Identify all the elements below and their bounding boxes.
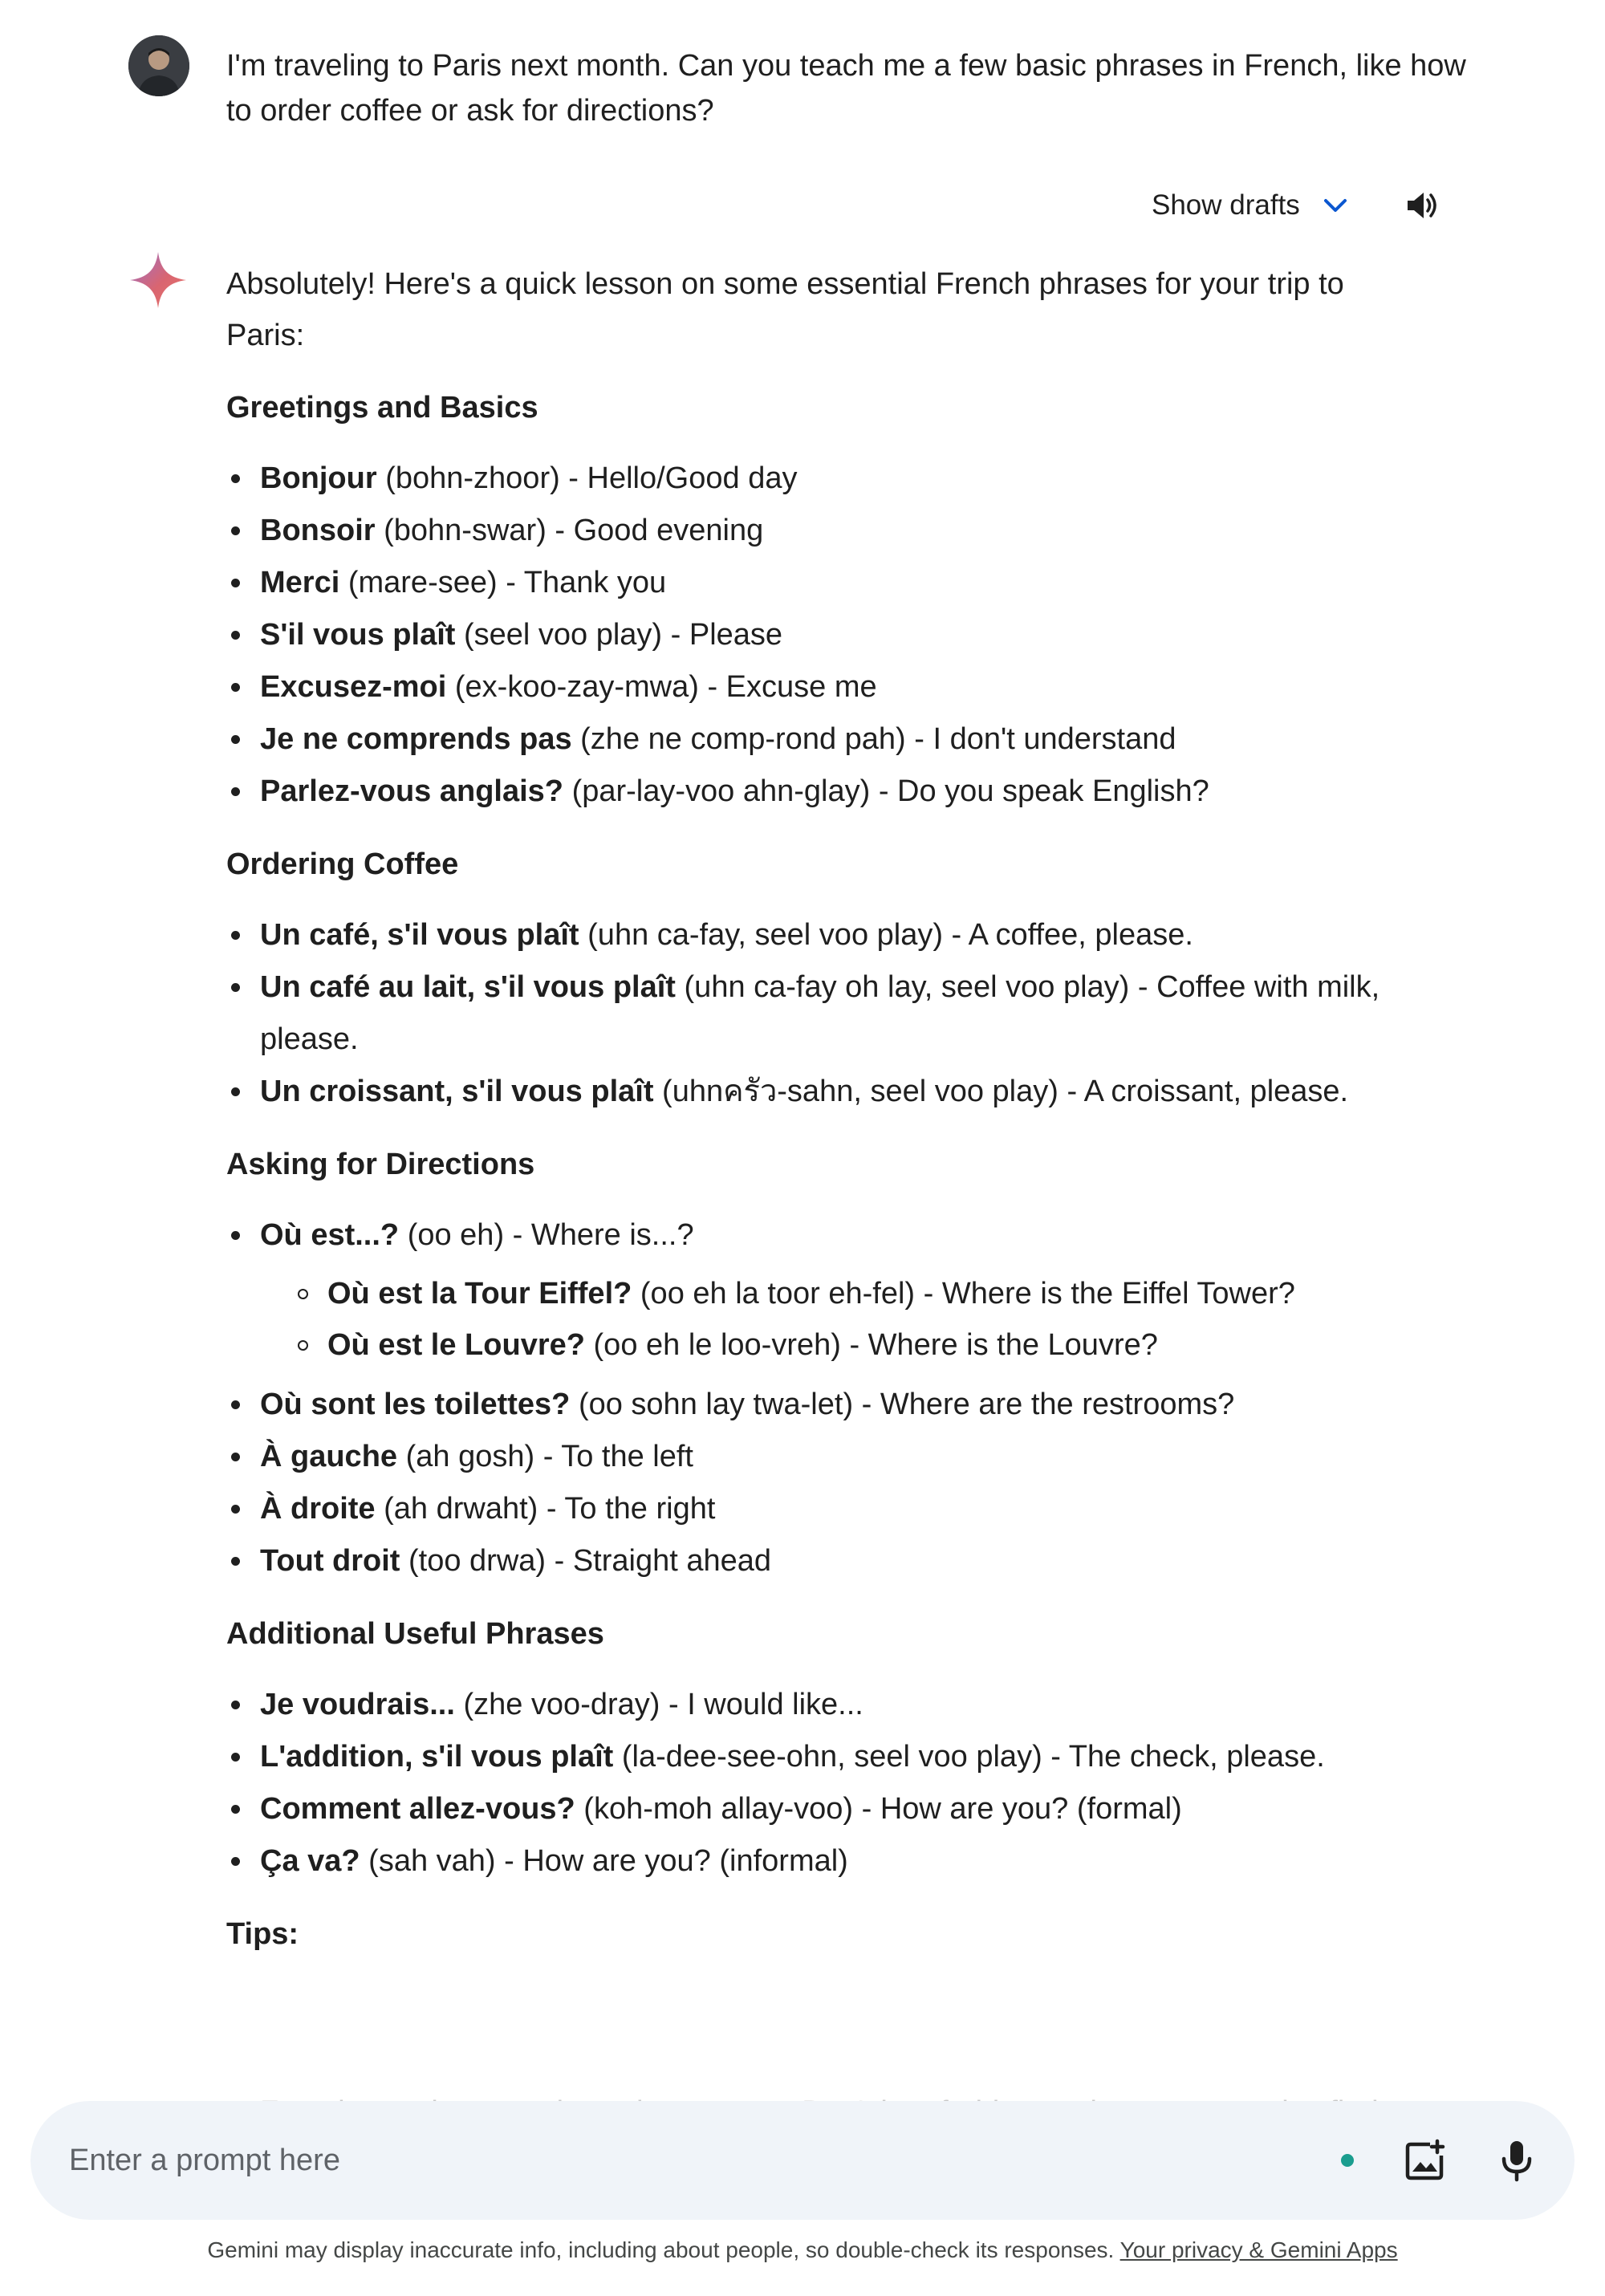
list-item bbox=[226, 1379, 1382, 1431]
list-item bbox=[226, 453, 1382, 505]
phrase: Merci bbox=[260, 566, 340, 599]
microphone-icon[interactable] bbox=[1493, 2136, 1541, 2184]
phrase: À droite bbox=[260, 1492, 376, 1526]
phrase: Excusez-moi bbox=[260, 670, 447, 704]
list-item bbox=[226, 1535, 1382, 1587]
response-intro: Absolutely! Here's a quick lesson on some essential French phrases for your trip to Paris: bbox=[226, 267, 1344, 352]
list-item bbox=[226, 766, 1382, 818]
list-item bbox=[226, 1731, 1382, 1783]
phrase-detail: (seel voo play) - Please bbox=[455, 618, 783, 652]
directions-list bbox=[226, 1209, 1382, 1587]
phrase: Bonjour bbox=[260, 461, 377, 495]
phrase: Comment allez-vous? bbox=[260, 1792, 575, 1826]
phrase: Où est la Tour Eiffel? bbox=[327, 1277, 632, 1311]
phrase-detail: (par-lay-voo ahn-glay) - Do you speak English? bbox=[563, 774, 1209, 808]
add-image-icon[interactable] bbox=[1401, 2136, 1449, 2184]
phrase: À gauche bbox=[260, 1440, 398, 1473]
list-item bbox=[226, 1483, 1382, 1535]
section-heading-directions: Asking for Directions bbox=[226, 1148, 535, 1181]
list-item bbox=[226, 1209, 1382, 1371]
phrase-detail: (la-dee-see-ohn, seel voo play) - The check, please. bbox=[613, 1740, 1325, 1774]
user-message-text: I'm traveling to Paris next month. Can you teach me a few basic phrases in French, like how to order coffee or ask for directions? bbox=[226, 49, 1466, 128]
sub-list-item bbox=[260, 1319, 1382, 1371]
prompt-input-bar bbox=[30, 2101, 1575, 2220]
phrase-detail: (too drwa) - Straight ahead bbox=[400, 1544, 772, 1578]
phrase: S'il vous plaît bbox=[260, 618, 456, 652]
list-item bbox=[226, 909, 1382, 961]
list-item bbox=[226, 1679, 1382, 1731]
coffee-list bbox=[226, 909, 1382, 1118]
response-actions-bar bbox=[1152, 183, 1444, 228]
phrase: Tout droit bbox=[260, 1544, 400, 1578]
phrase: Je ne comprends pas bbox=[260, 722, 572, 756]
list-item bbox=[226, 1431, 1382, 1483]
phrase: Un croissant, s'il vous plaît bbox=[260, 1075, 654, 1108]
gemini-sparkle-icon bbox=[128, 250, 188, 310]
chevron-down-icon[interactable] bbox=[1321, 191, 1350, 220]
list-item bbox=[226, 713, 1382, 766]
list-item bbox=[226, 1783, 1382, 1835]
phrase: Bonsoir bbox=[260, 514, 376, 547]
phrase-detail: (ah drwaht) - To the right bbox=[375, 1492, 716, 1526]
disclaimer-footer bbox=[0, 2237, 1605, 2263]
phrase-detail: (uhnครัว-sahn, seel voo play) - A croissant, please. bbox=[653, 1075, 1349, 1108]
avatar-image-icon bbox=[128, 35, 189, 96]
phrase-detail: (oo eh) - Where is...? bbox=[399, 1218, 694, 1252]
list-item bbox=[226, 961, 1382, 1066]
directions-sub-list bbox=[260, 1268, 1382, 1371]
phrase: Je voudrais... bbox=[260, 1688, 455, 1721]
section-heading-additional: Additional Useful Phrases bbox=[226, 1617, 604, 1651]
phrase: Un café au lait, s'il vous plaît bbox=[260, 970, 676, 1004]
list-item bbox=[226, 661, 1382, 713]
phrase-detail: (bohn-zhoor) - Hello/Good day bbox=[376, 461, 798, 495]
list-item bbox=[226, 609, 1382, 661]
phrase-detail: (ah gosh) - To the left bbox=[397, 1440, 693, 1473]
tips-heading: Tips: bbox=[226, 1917, 299, 1951]
privacy-link[interactable]: Your privacy & Gemini Apps bbox=[1119, 2237, 1398, 2262]
phrase-detail: (sah vah) - How are you? (informal) bbox=[360, 1844, 848, 1878]
phrase-detail: (oo eh la toor eh-fel) - Where is the Eiffel Tower? bbox=[632, 1277, 1295, 1311]
show-drafts-button[interactable]: Show drafts bbox=[1152, 189, 1300, 221]
sub-list-item bbox=[260, 1268, 1382, 1319]
phrase-detail: (koh-moh allay-voo) - How are you? (formal) bbox=[575, 1792, 1182, 1826]
phrase-detail: (uhn ca-fay, seel voo play) - A coffee, please. bbox=[579, 918, 1193, 952]
prompt-input[interactable]: Enter a prompt here bbox=[69, 2144, 340, 2177]
phrase-detail: (zhe ne comp-rond pah) - I don't understand bbox=[571, 722, 1176, 756]
list-item bbox=[226, 557, 1382, 609]
list-item bbox=[226, 505, 1382, 557]
user-avatar[interactable] bbox=[128, 35, 189, 96]
section-heading-coffee: Ordering Coffee bbox=[226, 847, 459, 881]
greetings-list bbox=[226, 453, 1382, 818]
status-dot bbox=[1341, 2154, 1354, 2167]
list-item bbox=[226, 1066, 1382, 1118]
list-item bbox=[226, 1835, 1382, 1888]
phrase: L'addition, s'il vous plaît bbox=[260, 1740, 614, 1774]
phrase: Un café, s'il vous plaît bbox=[260, 918, 579, 952]
phrase: Où est le Louvre? bbox=[327, 1328, 585, 1362]
phrase-detail: (oo eh le loo-vreh) - Where is the Louvre? bbox=[584, 1328, 1158, 1362]
phrase-detail: (zhe voo-dray) - I would like... bbox=[454, 1688, 863, 1721]
additional-list bbox=[226, 1679, 1382, 1888]
phrase-detail: (uhn ca-fay oh lay, seel voo play) - Coffee with milk, please. bbox=[260, 970, 1380, 1056]
phrase-detail: (oo sohn lay twa-let) - Where are the restrooms? bbox=[570, 1388, 1235, 1421]
phrase: Parlez-vous anglais? bbox=[260, 774, 564, 808]
phrase-detail: (bohn-swar) - Good evening bbox=[375, 514, 764, 547]
model-response bbox=[226, 258, 1382, 1979]
phrase: Ça va? bbox=[260, 1844, 360, 1878]
speaker-icon[interactable] bbox=[1400, 183, 1444, 228]
section-heading-greetings: Greetings and Basics bbox=[226, 391, 538, 425]
disclaimer-text: Gemini may display inaccurate info, including about people, so double-check its responses. bbox=[207, 2237, 1120, 2262]
phrase: Où sont les toilettes? bbox=[260, 1388, 571, 1421]
phrase-detail: (ex-koo-zay-mwa) - Excuse me bbox=[446, 670, 877, 704]
phrase: Où est...? bbox=[260, 1218, 400, 1252]
phrase-detail: (mare-see) - Thank you bbox=[339, 566, 667, 599]
